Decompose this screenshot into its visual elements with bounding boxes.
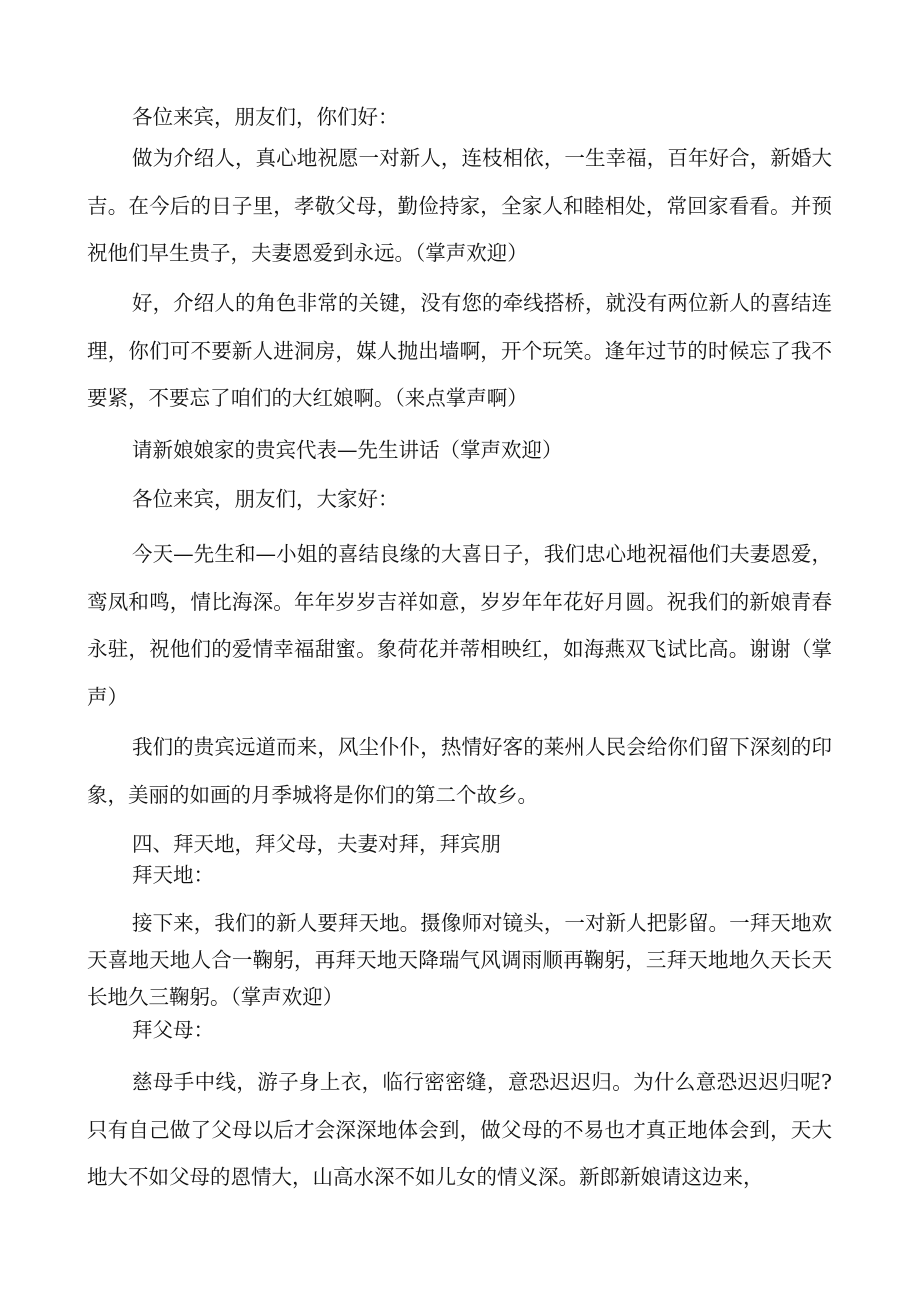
paragraph-greeting-1: 各位来宾，朋友们，你们好： [132,105,399,129]
paragraph-invite-guest: 请新娘娘家的贵宾代表—先生讲话（掌声欢迎） [132,438,563,462]
paragraph-introducer-role: 好，介绍人的角色非常的关键，没有您的牵线搭桥，就没有两位新人的喜结连理，你们可不要新人进洞房，媒人抛出墙啊，开个玩笑。逢年过节的时候忘了我不要紧，不要忘了咱们的大红娘啊。（来点掌声啊） [87,291,832,410]
paragraph-guest-blessing: 今天—先生和—小姐的喜结良缘的大喜日子，我们忠心地祝福他们夫妻恩爱，鸾凤和鸣，情比海深。年年岁岁吉祥如意，岁岁年年花好月圆。祝我们的新娘青春永驻，祝他们的爱情幸福甜蜜。象荷花并蒂相映红，如海燕双飞试比高。谢谢（掌声） [87,542,832,709]
subheading-worship-heaven-earth: 拜天地： [132,863,214,887]
paragraph-welcome-guests: 我们的贵宾远道而来，风尘仆仆，热情好客的莱州人民会给你们留下深刻的印象，美丽的如画的月季城将是你们的第二个故乡。 [87,735,832,807]
paragraph-greeting-2: 各位来宾，朋友们，大家好： [132,487,399,511]
section-heading-ceremony: 四、拜天地，拜父母，夫妻对拜，拜宾朋 [132,832,501,856]
paragraph-worship-heaven-earth: 接下来，我们的新人要拜天地。摄像师对镜头，一对新人把影留。一拜天地欢天喜地天地人合一鞠躬，再拜天地天降瑞气风调雨顺再鞠躬，三拜天地地久天长天长地久三鞠躬。（掌声欢迎） [87,911,832,1009]
subheading-worship-parents: 拜父母： [132,1018,214,1042]
paragraph-worship-parents: 慈母手中线，游子身上衣，临行密密缝，意恐迟迟归。为什么意恐迟迟归呢?只有自己做了父母以后才会深深地体会到，做父母的不易也才真正地体会到，天大地大不如父母的恩情大，山高水深不如儿女的情义深。新郎新娘请这边来， [87,1070,832,1189]
paragraph-introducer-blessing: 做为介绍人，真心地祝愿一对新人，连枝相依，一生幸福，百年好合，新婚大吉。在今后的日子里，孝敬父母，勤俭持家，全家人和睦相处，常回家看看。并预祝他们早生贵子，夫妻恩爱到永远。（掌声欢迎） [87,146,832,265]
